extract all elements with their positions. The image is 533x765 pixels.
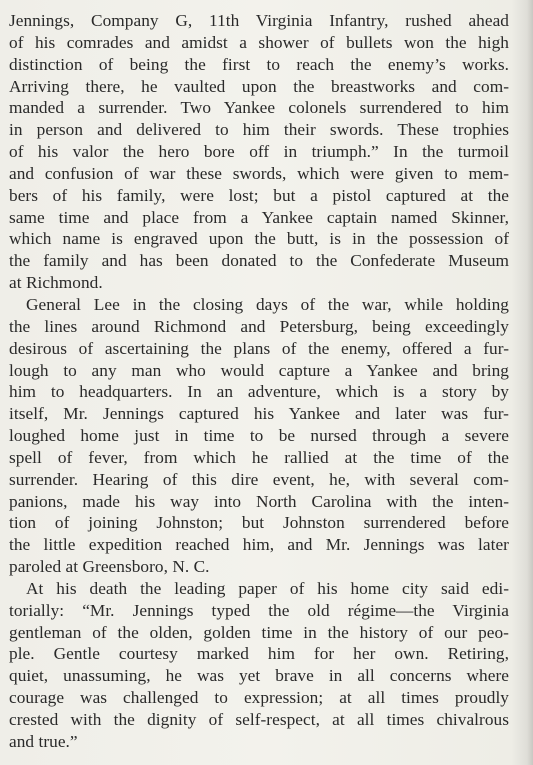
- text-line: lough to any man who would capture a Yankee and bring: [9, 360, 509, 380]
- text-line: same time and place from a Yankee captain named Skinner,: [9, 207, 509, 227]
- text-line: ple. Gentle courtesy marked him for her own. Retiring,: [9, 644, 509, 664]
- text-line: courage was challenged to expression; at all times proudly: [9, 688, 509, 708]
- text-line: in person and delivered to him their swords. These trophies: [9, 120, 509, 140]
- text-line: quiet, unassuming, he was yet brave in all concerns where: [9, 666, 509, 686]
- text-line: loughed home just in time to be nursed through a severe: [9, 426, 509, 446]
- text-line: him to headquarters. In an adventure, which is a story by: [9, 382, 509, 402]
- text-line: tion of joining Johnston; but Johnston surrendered before: [9, 513, 509, 533]
- text-line: of his valor the hero bore off in triumph.” In the turmoil: [9, 142, 509, 162]
- text-line: at Richmond.: [9, 273, 103, 293]
- text-line: manded a surrender. Two Yankee colonels surrendered to him: [9, 98, 509, 118]
- text-line: gentleman of the olden, golden time in the history of our peo-: [9, 622, 509, 642]
- text-line: the family and has been donated to the Confederate Museum: [9, 251, 509, 271]
- body-text: [9, 10, 509, 753]
- text-line: Arriving there, he vaulted upon the breastworks and com-: [9, 76, 509, 96]
- text-line: crested with the dignity of self-respect, at all times chivalrous: [9, 710, 509, 729]
- text-line: and true.”: [9, 731, 78, 751]
- text-line: of his comrades and amidst a shower of bullets won the high: [9, 32, 509, 52]
- text-line: the little expedition reached him, and Mr. Jennings was later: [9, 535, 509, 555]
- text-line: itself, Mr. Jennings captured his Yankee and later was fur-: [9, 404, 509, 424]
- text-line: surrender. Hearing of this dire event, he, with several com-: [9, 469, 509, 489]
- text-line: distinction of being the first to reach the enemy’s works.: [9, 54, 509, 74]
- text-line: Jennings, Company G, 11th Virginia Infantry, rushed ahead: [9, 11, 509, 30]
- text-line: bers of his family, were lost; but a pistol captured at the: [9, 185, 509, 205]
- paragraph-first-line: General Lee in the closing days of the war, while holding: [26, 294, 509, 314]
- text-line: torially: “Mr. Jennings typed the old régime—the Virginia: [9, 600, 509, 620]
- text-line: the lines around Richmond and Petersburg, being exceedingly: [9, 316, 509, 336]
- text-line: panions, made his way into North Carolina with the inten-: [9, 491, 509, 511]
- text-line: which name is engraved upon the butt, is in the possession of: [9, 229, 509, 249]
- text-line: and confusion of war these swords, which were given to mem-: [9, 163, 509, 183]
- paragraph-first-line: At his death the leading paper of his home city said edi-: [26, 578, 509, 598]
- text-line: paroled at Greensboro, N. C.: [9, 557, 210, 577]
- page-edge-shadow: [527, 0, 533, 765]
- text-line: desirous of ascertaining the plans of the enemy, offered a fur-: [9, 338, 509, 358]
- text-line: spell of fever, from which he rallied at the time of the: [9, 447, 509, 467]
